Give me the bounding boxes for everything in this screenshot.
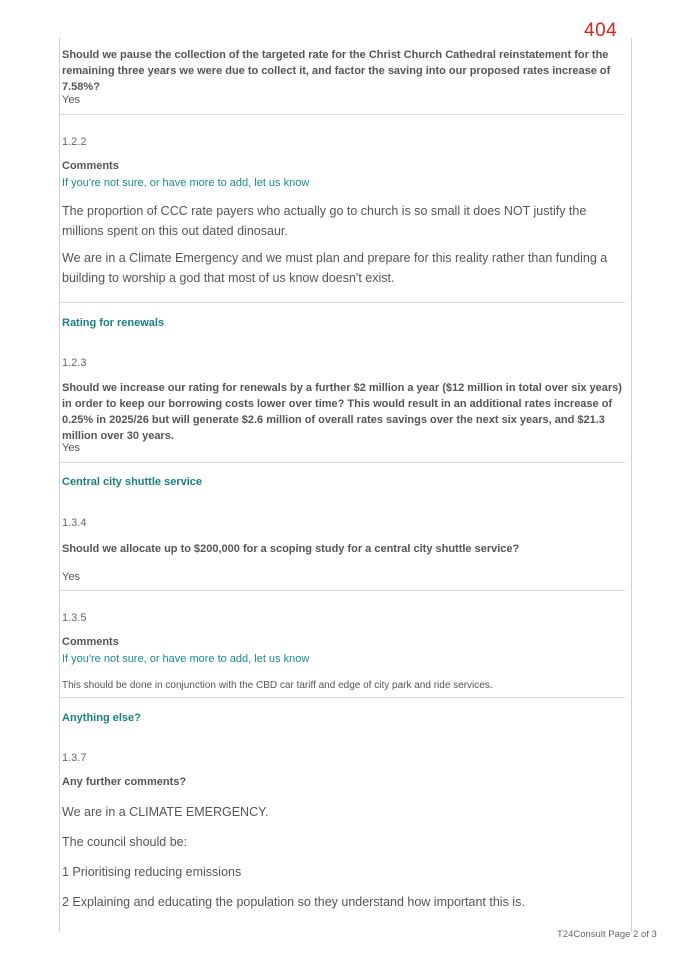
- divider: [59, 114, 625, 115]
- answer-135: This should be done in conjunction with the CBD car tariff and edge of city park and ride services.: [62, 680, 493, 691]
- question-123-text: Should we increase our rating for renewals by a further $2 million a year ($12 million in total over six years) in order to keep our borrowing costs lower over time? This would result in an additional rates increase of 0.25% in 2025/26 but will generate $2.6 million of overall rates savings over the next six years, and $21.3 million over 30 years.: [62, 382, 622, 442]
- divider: [59, 302, 625, 303]
- answer-134: Yes: [62, 571, 80, 583]
- question-135-hint: If you're not sure, or have more to add, let us know: [62, 653, 310, 665]
- answer-137-line-4: 2 Explaining and educating the population so they understand how important this is.: [62, 895, 525, 909]
- answer-121: Yes: [62, 94, 80, 106]
- question-135-label: Comments: [62, 636, 119, 648]
- answer-122-paragraph-2: We are in a Climate Emergency and we must plan and prepare for this reality rather than funding a building to worship a god that most of us know doesn't exist.: [62, 251, 608, 285]
- page-number: 404: [584, 20, 618, 41]
- question-135-number: 1.3.5: [62, 612, 87, 624]
- question-122-label: Comments: [62, 160, 119, 172]
- section-title-renewals: Rating for renewals: [62, 317, 165, 329]
- question-122-hint: If you're not sure, or have more to add, let us know: [62, 177, 310, 189]
- question-137-number: 1.3.7: [62, 752, 87, 764]
- question-137-label: Any further comments?: [62, 776, 187, 788]
- answer-123: Yes: [62, 442, 80, 454]
- question-121-text: Should we pause the collection of the targeted rate for the Christ Church Cathedral reinstatement for the remaining three years we were due to collect it, and factor the saving into our proposed rates increase of 7.58%?: [62, 49, 611, 93]
- section-title-shuttle: Central city shuttle service: [62, 476, 203, 488]
- question-123-number: 1.2.3: [62, 357, 87, 369]
- question-134-number: 1.3.4: [62, 517, 87, 529]
- question-134-text: Should we allocate up to $200,000 for a scoping study for a central city shuttle service?: [62, 543, 520, 555]
- divider: [59, 697, 625, 698]
- divider: [59, 462, 625, 463]
- question-122-number: 1.2.2: [62, 136, 87, 148]
- section-title-anything-else: Anything else?: [62, 712, 141, 724]
- answer-137-line-2: The council should be:: [62, 835, 188, 849]
- answer-137-line-1: We are in a CLIMATE EMERGENCY.: [62, 805, 269, 819]
- page-footer: T24Consult Page 2 of 3: [557, 929, 657, 940]
- answer-137-line-3: 1 Prioritising reducing emissions: [62, 865, 242, 879]
- answer-122-paragraph-1: The proportion of CCC rate payers who actually go to church is so small it does NOT justify the millions spent on this out dated dinosaur.: [62, 204, 587, 238]
- divider: [59, 590, 625, 591]
